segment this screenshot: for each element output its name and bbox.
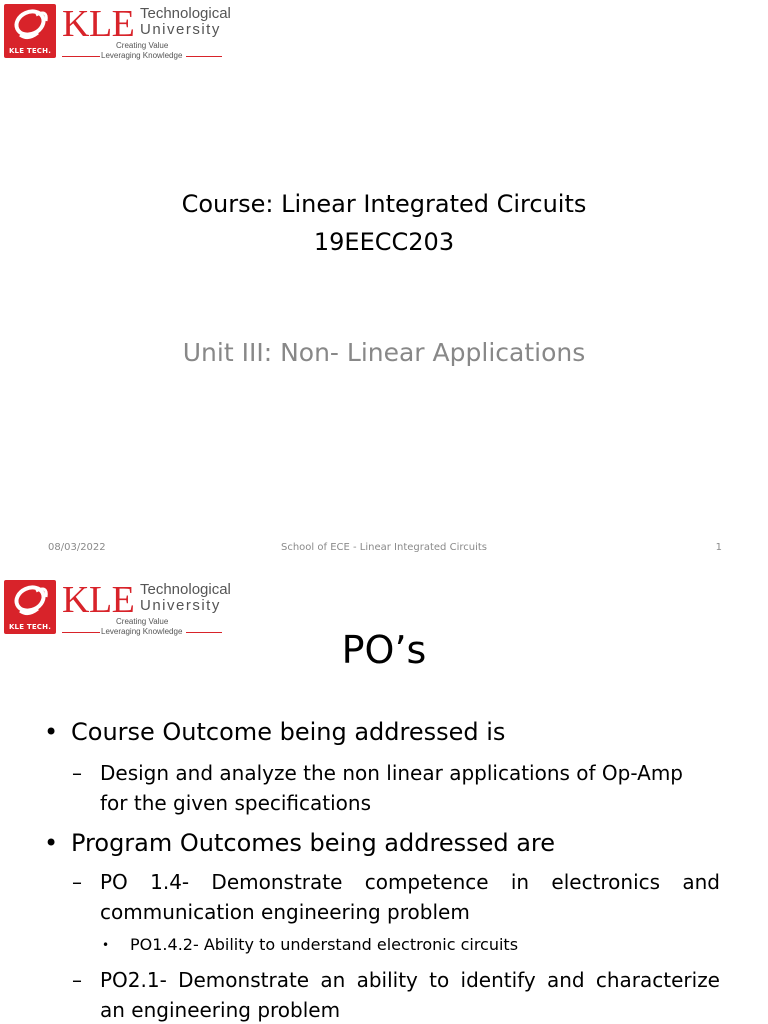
bullet-marker: • — [44, 829, 59, 857]
course-code: 19EECC203 — [313, 228, 455, 256]
logo-tagline-2: Leveraging Knowledge — [101, 627, 183, 636]
footer-date: 08/03/2022 — [48, 542, 106, 553]
slide-title: PO’s — [341, 628, 427, 672]
logo-divider-right — [186, 56, 222, 57]
logo-tagline-2: Leveraging Knowledge — [101, 51, 183, 60]
kle-swirl-logo-icon — [10, 583, 50, 619]
logo-university-text: University — [140, 21, 221, 38]
course-title: Course: Linear Integrated Circuits — [181, 190, 587, 218]
sub-bullet-line-1: PO 1.4- Demonstrate competence in electronics and — [100, 870, 720, 894]
bullet-course-outcome — [44, 717, 724, 747]
sub-bullet-po-1-4 — [72, 867, 720, 927]
kle-logo — [4, 3, 231, 62]
sub-bullet-po-2-1 — [72, 965, 720, 1024]
sub-bullet-line-1: Design and analyze the non linear applications of Op-Amp — [100, 761, 683, 785]
unit-subtitle: Unit III: Non- Linear Applications — [182, 338, 586, 367]
logo-kle-text: KLE — [62, 579, 135, 621]
badge-text: KLE TECH. — [8, 47, 52, 55]
kle-logo-badge — [4, 4, 56, 58]
logo-divider-left — [62, 56, 100, 57]
footer-page-number: 1 — [715, 542, 722, 553]
bullet-text: Course Outcome being addressed is — [71, 718, 506, 746]
logo-technological-text: Technological — [140, 5, 231, 22]
badge-text: KLE TECH. — [8, 623, 52, 631]
footer-school: School of ECE - Linear Integrated Circuits — [281, 542, 487, 553]
logo-technological-text: Technological — [140, 581, 231, 598]
logo-kle-text: KLE — [62, 3, 135, 45]
bullet-marker: • — [44, 718, 59, 746]
sub-sub-bullet-text: PO1.4.2- Ability to understand electronic circuits — [130, 935, 519, 954]
sub-bullet-line-1: PO2.1- Demonstrate an ability to identify and characterize — [100, 968, 720, 992]
sub-bullet-text — [100, 758, 720, 818]
sub-sub-bullet-po-1-4-2 — [102, 933, 702, 957]
sub-bullet-line-2: an engineering problem — [100, 998, 341, 1022]
sub-bullet-text — [100, 965, 720, 1024]
sub-bullet-line-2: communication engineering problem — [100, 900, 470, 924]
bullet-text: Program Outcomes being addressed are — [71, 829, 556, 857]
logo-tagline-1: Creating Value — [116, 41, 169, 50]
slide-2 — [0, 576, 768, 1024]
sub-bullet-line-2: for the given specifications — [100, 791, 372, 815]
dash-marker: – — [72, 870, 82, 894]
sub-bullet-design-analyze — [72, 758, 720, 818]
sub-bullet-text — [100, 867, 720, 927]
dash-marker: – — [72, 761, 82, 785]
bullet-program-outcomes — [44, 828, 724, 858]
logo-university-text: University — [140, 597, 221, 614]
logo-tagline-1: Creating Value — [116, 617, 169, 626]
dash-marker: – — [72, 968, 82, 992]
bullet-marker: • — [102, 938, 110, 952]
kle-swirl-logo-icon — [10, 7, 50, 43]
